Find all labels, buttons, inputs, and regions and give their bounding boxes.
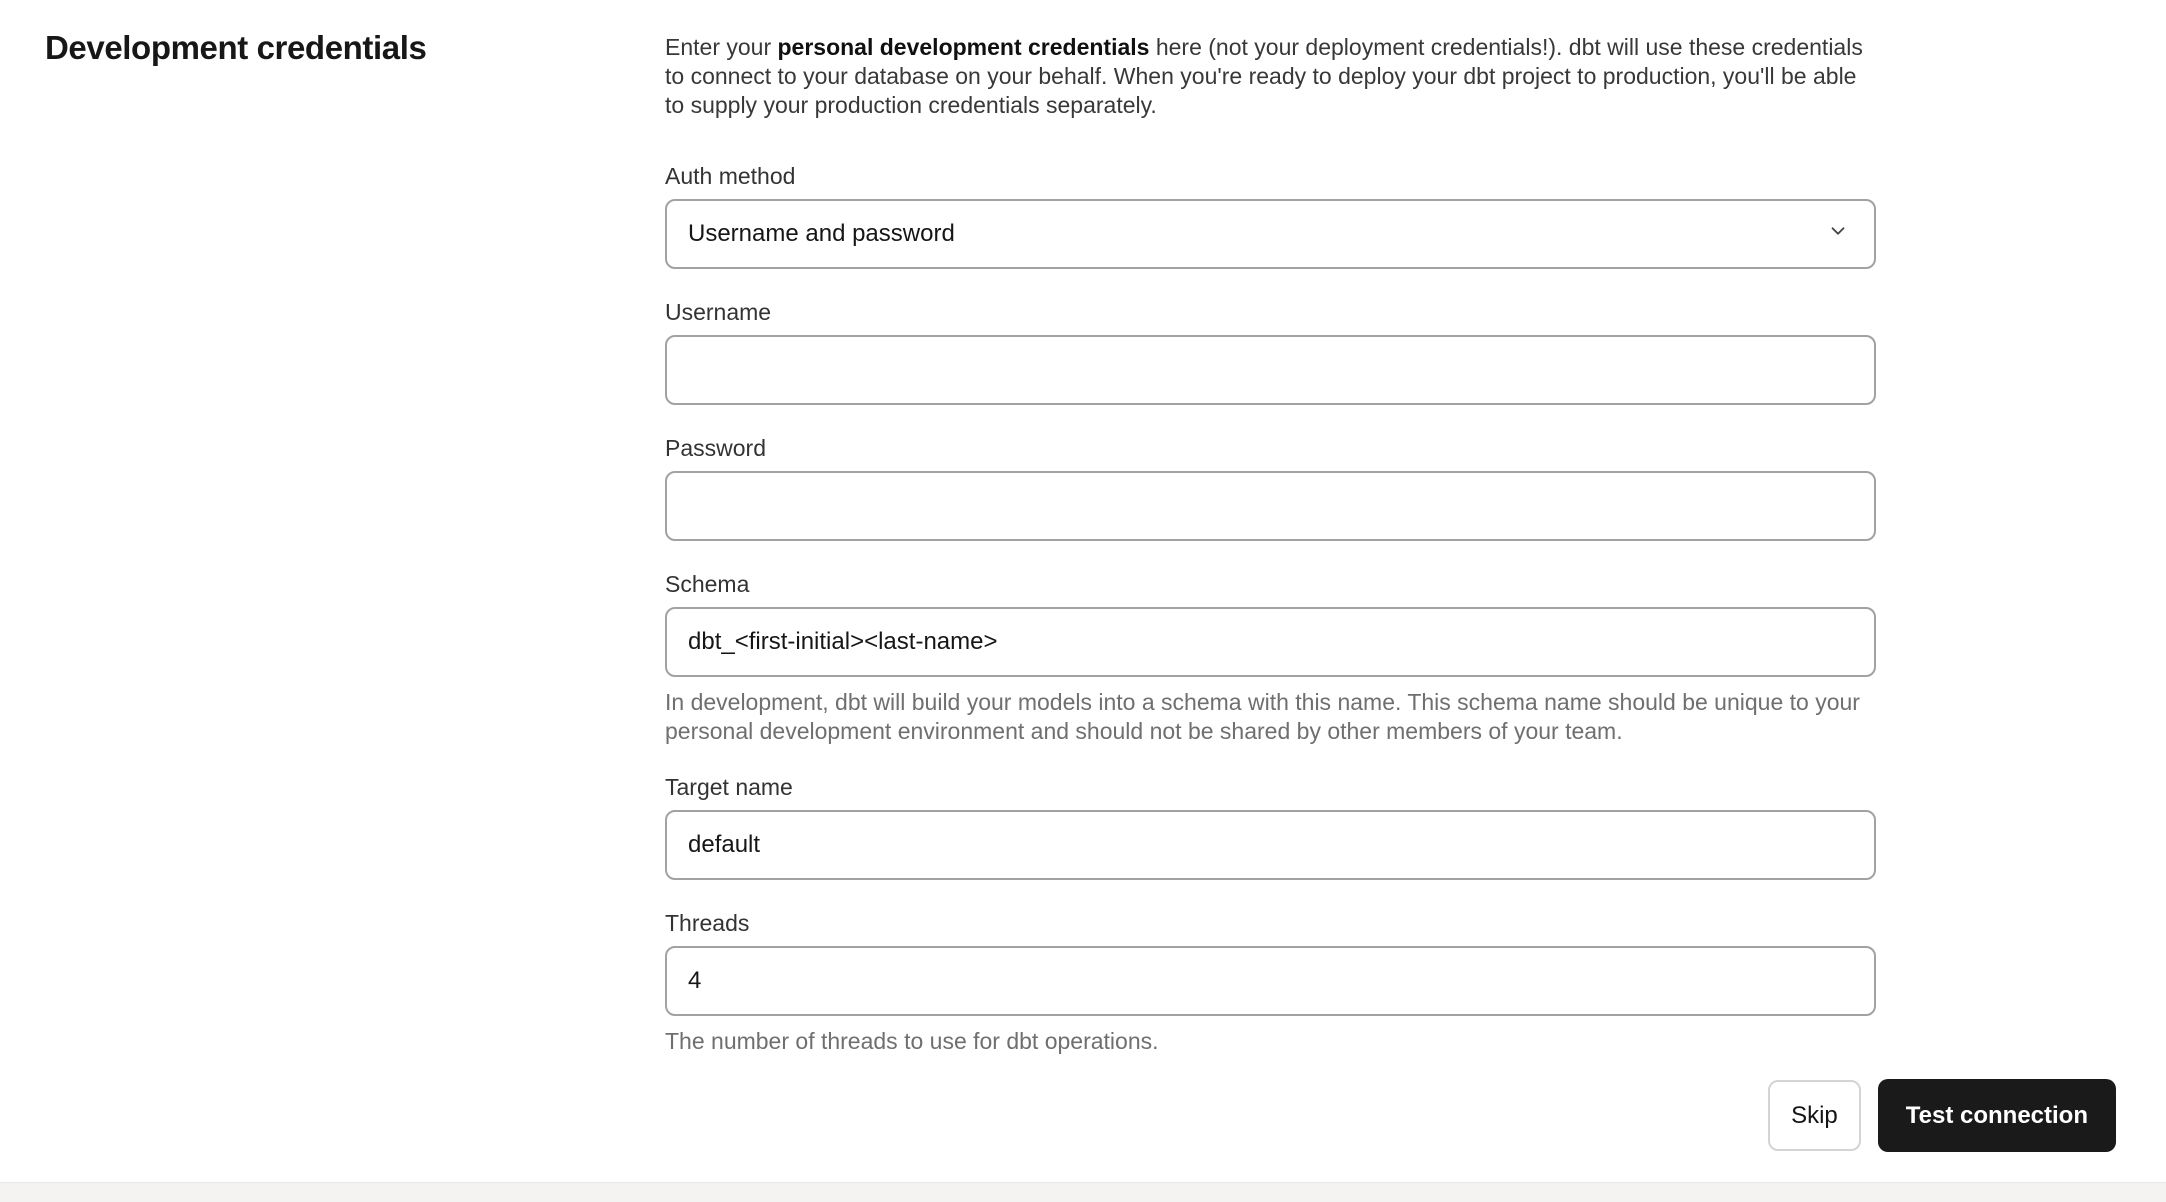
auth-method-selected-value: Username and password [688, 220, 955, 247]
username-label: Username [665, 299, 772, 325]
test-connection-button[interactable]: Test connection [1878, 1079, 2116, 1152]
target-name-input[interactable] [665, 810, 1876, 880]
intro-text-pre: Enter your [665, 34, 778, 60]
auth-method-label: Auth method [665, 163, 796, 189]
password-input[interactable] [665, 471, 1876, 541]
username-field [665, 299, 1876, 405]
chevron-down-icon [1827, 220, 1849, 249]
username-input[interactable] [665, 335, 1876, 405]
intro-text-bold: personal development credentials [777, 34, 1150, 60]
threads-input[interactable] [665, 946, 1876, 1016]
schema-help-text: In development, dbt will build your models into a schema with this name. This schema name should be unique to your personal development environment and should not be shared by other members of your team. [665, 689, 1860, 744]
schema-label: Schema [665, 571, 750, 597]
auth-method-select[interactable] [665, 199, 1876, 269]
schema-input[interactable] [665, 607, 1876, 677]
bottom-edge-divider [0, 1182, 2166, 1202]
threads-help-text: The number of threads to use for dbt operations. [665, 1028, 1159, 1054]
skip-button[interactable]: Skip [1768, 1080, 1861, 1151]
password-label: Password [665, 435, 766, 461]
credentials-form [665, 30, 1876, 1084]
threads-field [665, 910, 1876, 1056]
footer-actions [1768, 1079, 2116, 1152]
intro-text-post: here (not your deployment credentials!). dbt will use these credentials to connect to your database on your behalf. When you're ready to deploy your dbt project to production, you'll be able to supply your production credentials separately. [665, 34, 1863, 118]
target-name-field [665, 774, 1876, 880]
target-name-label: Target name [665, 774, 793, 800]
auth-method-field [665, 163, 1876, 269]
page-title: Development credentials [45, 29, 427, 66]
intro-text [665, 33, 1876, 120]
password-field [665, 435, 1876, 541]
threads-label: Threads [665, 910, 750, 936]
schema-field [665, 571, 1876, 746]
